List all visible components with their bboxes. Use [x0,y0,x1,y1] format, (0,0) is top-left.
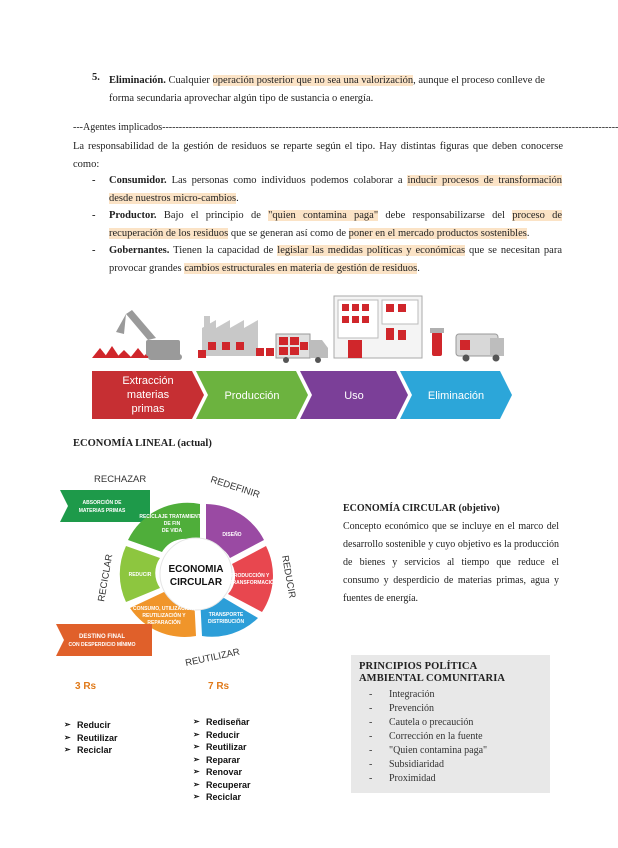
list-item-gobernantes: - Gobernantes. Tienen la capacidad de legislar las medidas políticas y económicas que se necesitan para provocar grandes cambios estructurales en materia de gestión de residuos. [92,242,562,277]
garbage-truck-icon [456,334,504,362]
list-item: - Corrección en la fuente [359,730,542,744]
list-item: ➢ Rediseñar [193,716,251,729]
outer-label-reciclar: RECICLAR [96,553,116,603]
list-item: - Subsidiaridad [359,758,542,772]
trash-bin-icon [430,328,444,356]
principios-box [351,655,550,793]
circular-economy-diagram [40,460,330,680]
segment-consumo-label-2: REUTILIZACIÓN Y [142,613,186,619]
segment-reducir-label: REDUCIR [128,572,152,578]
segment-reciclaje-label-3: DE VIDA [161,528,183,534]
list-item: - "Quien contamina paga" [359,744,542,758]
segment-consumo-label-1: CONSUMO, UTILIZACIÓN, [133,606,195,612]
segment-reciclaje-label-2: DE FIN [163,521,181,527]
list-item: - Proximidad [359,772,542,786]
flow-step-uso: Uso [344,390,364,402]
list-item: - Prevención [359,702,542,716]
segment-absorcion-label-1: ABSORCIÓN DE [82,500,122,506]
economia-circular-title: ECONOMÍA CIRCULAR (objetivo) [343,503,500,514]
segment-produccion-label-1: PRODUCCIÓN Y [230,573,270,579]
segment-produccion [228,546,273,612]
outer-label-rechazar: RECHAZAR [94,474,147,485]
segment-consumo-label-3: REPARACIÓN [147,620,181,626]
rs3-title: 3 Rs [75,681,97,692]
principios-list [359,688,542,786]
truck-icon [276,334,328,363]
list-item: ➢ Renovar [193,766,251,779]
factory-icon [198,316,274,358]
segment-diseno-label: DISEÑO [222,532,242,538]
rs7-list [193,716,251,804]
list-item: ➢ Reducir [64,719,118,732]
agentes-intro: La responsabilidad de la gestión de residuos se reparte según el tipo. Hay distintas figuras que deben conocerse como: [73,141,563,170]
flow-step-eliminacion: Eliminación [427,390,485,402]
list-item-consumidor: - Consumidor. Las personas como individuos podemos colaborar a inducir procesos de transformación desde nuestros micro-cambios. [92,172,562,207]
segment-produccion-label-2: RETRANSFORMACIÓN [222,580,278,586]
outer-label-reducir: REDUCIR [279,554,298,600]
segment-absorcion-label-2: MATERIAS PRIMAS [78,508,126,514]
list-item: ➢ Reciclar [64,744,118,757]
segment-destino-sub: CON DESPERDICIO MÍNIMO [68,642,136,648]
item-number: 5. [92,72,100,83]
segment-destino-label: DESTINO FINAL [79,634,125,640]
linear-economy-illustration [86,288,516,364]
list-item: ➢ Reutilizar [193,741,251,754]
flow-step-extraccion-line1: Extracción [122,375,174,387]
item-eliminacion-text: Eliminación. Cualquier operación posterior que no sea una valorización, aunque el proceso conlleve de forma secundaria aprovechar algún tipo de sustancia o energía. [109,75,545,104]
flow-step-produccion: Producción [224,390,280,402]
rs3-list [64,719,118,757]
list-item: - Integración [359,688,542,702]
flow-step-extraccion-line3: primas [131,403,165,415]
list-item: ➢ Reutilizar [64,732,118,745]
segment-transporte-label-1: TRANSPORTE [208,612,244,618]
segment-absorcion [60,490,150,522]
outer-label-reutilizar: REUTILIZAR [184,646,241,669]
economia-circular-text: Concepto económico que se incluye en el marco del desarrollo sostenible y cuyo objetivo es la producción de bienes y servicios al tiempo que reduce el consumo y desperdicio de materias primas, agua y fuentes de energía. [343,521,559,604]
wheel-center-line1: ECONOMIA [168,564,224,575]
principios-title: PRINCIPIOS POLÍTICA AMBIENTAL COMUNITARIA [359,661,506,684]
list-item: ➢ Reciclar [193,791,251,804]
rs7-title: 7 Rs [208,681,230,692]
list-item: ➢ Reducir [193,729,251,742]
store-icon [334,296,422,358]
segment-destino-final [56,624,152,656]
segment-transporte-label-2: DISTRIBUCIÓN [207,619,245,625]
wheel-center-line2: CIRCULAR [169,577,223,588]
list-item-productor: - Productor. Bajo el principio de "quien contamina paga" debe responsabilizarse del proceso de recuperación de los residuos que se generan así como de poner en el mercado productos sostenibles. [92,207,562,242]
linear-economy-flow [92,371,512,419]
outer-label-redefinir: REDEFINIR [209,474,262,501]
segment-reciclaje-label-1: RECICLAJE TRATAMIENTO [139,514,205,520]
list-item: ➢ Recuperar [193,779,251,792]
list-item: - Cautela o precaución [359,716,542,730]
economia-lineal-title: ECONOMÍA LINEAL (actual) [73,438,212,449]
flow-step-extraccion-line2: materias [126,389,170,401]
list-item: ➢ Reparar [193,754,251,767]
agentes-heading: ---Agentes implicados----------------------------------------------------------------------------------------------------------------------------------------- [73,122,618,133]
agentes-list [92,172,562,277]
